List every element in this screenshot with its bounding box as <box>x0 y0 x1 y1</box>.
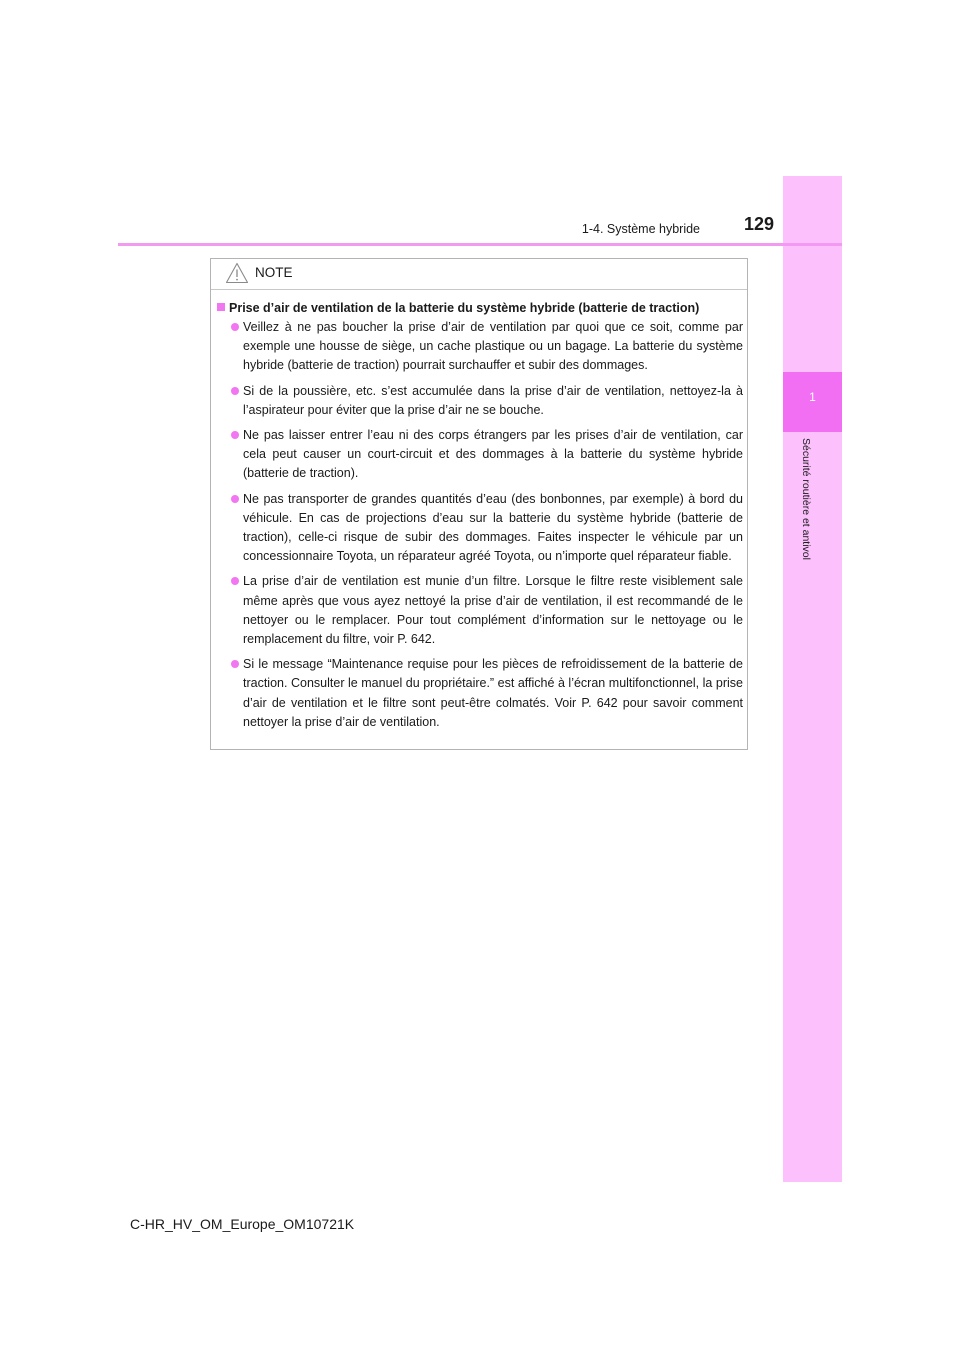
list-item-text: Si le message “Maintenance requise pour les pièces de refroidissement de la batterie de traction. Consulter le manuel du propriétaire.” est affiché à l’écran multifonctionnel, la prise d’air de ventilation et le filtre sont peut-être colmatés. Voir P. 642 pour savoir comment nettoyer la prise d’air de ventilation. <box>243 657 743 729</box>
list-item <box>217 490 743 567</box>
header-divider <box>118 243 842 246</box>
list-item <box>217 426 743 484</box>
bullet-icon <box>231 431 239 439</box>
note-content <box>217 299 743 738</box>
square-bullet-icon <box>217 303 225 311</box>
note-box <box>210 258 748 750</box>
bullet-icon <box>231 577 239 585</box>
list-item <box>217 572 743 649</box>
list-item <box>217 382 743 420</box>
header-section-title: 1-4. Système hybride <box>581 222 700 236</box>
note-label: NOTE <box>255 265 293 280</box>
chapter-side-tab <box>783 176 842 1182</box>
footer-document-code: C-HR_HV_OM_Europe_OM10721K <box>130 1216 355 1232</box>
note-header <box>211 259 747 290</box>
list-item-text: Veillez à ne pas boucher la prise d’air de ventilation par quoi que ce soit, comme par exemple une housse de siège, un cache plastique ou un bagage. La batterie du système hybride (batterie de traction) pourrait surchauffer et subir des dommages. <box>243 320 743 373</box>
section-heading-text: Prise d’air de ventilation de la batterie du système hybride (batterie de traction) <box>229 301 700 315</box>
page-number: 129 <box>743 214 774 234</box>
list-item <box>217 655 743 732</box>
list-item-text: Ne pas laisser entrer l’eau ni des corps étrangers par les prises d’air de ventilation, car cela peut causer un court-circuit et des dommages à la batterie du système hybride (batterie de traction). <box>243 428 743 481</box>
bullet-icon <box>231 323 239 331</box>
section-heading <box>217 299 743 317</box>
bullet-icon <box>231 660 239 668</box>
list-item-text: Si de la poussière, etc. s’est accumulée dans la prise d’air de ventilation, nettoyez-la à l’aspirateur pour éviter que la prise d’air ne se bouche. <box>243 383 743 417</box>
list-item-text: Ne pas transporter de grandes quantités d’eau (des bonbonnes, par exemple) à bord du véhicule. En cas de projections d’eau sur la batterie du système hybride (batterie de traction), celle-ci risque de subir des dommages. Faites inspecter le véhicule par un concessionnaire Toyota, un réparateur agréé Toyota, ou n’importe quel réparateur fiable. <box>243 491 743 564</box>
bullet-icon <box>231 387 239 395</box>
bullet-icon <box>231 495 239 503</box>
warning-triangle-icon <box>225 262 249 284</box>
chapter-title: Sécurité routière et antivol <box>800 438 812 560</box>
chapter-number: 1 <box>809 390 816 404</box>
list-item-text: La prise d’air de ventilation est munie d’un filtre. Lorsque le filtre reste visiblement sale même après que vous ayez nettoyé la prise d’air de ventilation, il est recommandé de le nettoyer ou le remplacer. Pour tout complément d’information sur le nettoyage ou le remplacement du filtre, voir P. 642. <box>243 574 743 647</box>
list-item <box>217 318 743 376</box>
